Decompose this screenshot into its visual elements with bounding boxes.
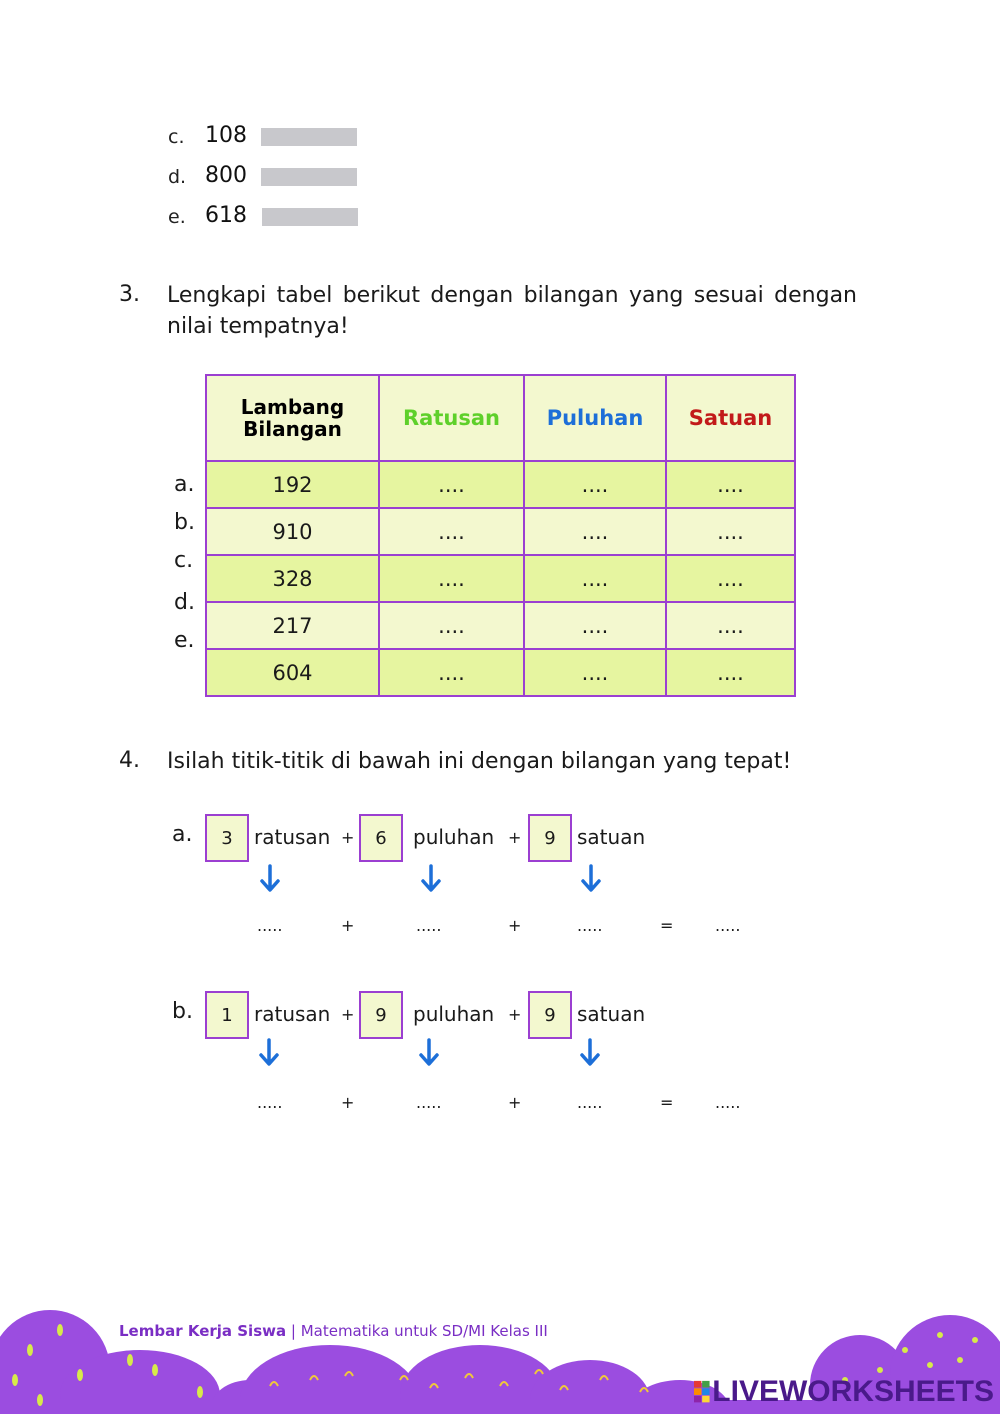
cell-satuan-input[interactable]: .... [666,555,795,602]
q3-number: 3. [119,282,140,307]
footer-title: Lembar Kerja Siswa [119,1322,287,1340]
table-header-row [206,375,795,461]
q4b-plus-4: + [508,1093,522,1112]
q4a-letter: a. [172,822,193,847]
liveworksheets-mark-icon [694,1377,710,1407]
q4b-letter: b. [172,999,193,1024]
q4a-puluhan-word: puluhan [413,825,495,849]
cell-ratusan-input[interactable]: .... [379,555,524,602]
q2-item-d-answer-field[interactable] [261,168,357,186]
q2-item-c-letter: c. [168,126,185,148]
down-arrow-icon [258,1038,280,1068]
cell-puluhan-input[interactable]: .... [524,602,666,649]
cell-satuan-input[interactable]: .... [666,649,795,696]
footer-caption [119,1322,548,1340]
q4b-plus-3: + [341,1093,355,1112]
q2-item-c-answer-field[interactable] [261,128,357,146]
q4b-blank-2[interactable]: ..... [416,1093,442,1112]
cell-satuan-input[interactable]: .... [666,461,795,508]
q2-item-d-letter: d. [168,166,187,188]
cell-puluhan-input[interactable]: .... [524,508,666,555]
q4a-result-blank[interactable]: ..... [715,916,741,935]
header-ratusan: Ratusan [379,375,524,461]
row-letter-a: a. [174,472,195,497]
row-letter-c: c. [174,548,194,573]
row-letter-d: d. [174,590,195,615]
cell-puluhan-input[interactable]: .... [524,555,666,602]
down-arrow-icon [579,1038,601,1068]
cell-satuan-input[interactable]: .... [666,508,795,555]
header-lambang-bilangan: Lambang Bilangan [206,375,379,461]
q2-item-e-answer-field[interactable] [262,208,358,226]
q4b-puluhan-box: 9 [359,991,403,1039]
footer-separator: | [286,1322,301,1340]
place-value-table [205,374,796,697]
cell-puluhan-input[interactable]: .... [524,649,666,696]
cell-satuan-input[interactable]: .... [666,602,795,649]
liveworksheets-logo[interactable] [694,1374,994,1410]
cell-puluhan-input[interactable]: .... [524,461,666,508]
down-arrow-icon [580,864,602,894]
q4b-ratusan-box: 1 [205,991,249,1039]
cell-value: 192 [206,461,379,508]
q4a-blank-3[interactable]: ..... [577,916,603,935]
q4a-puluhan-box: 6 [359,814,403,862]
q4a-blank-2[interactable]: ..... [416,916,442,935]
down-arrow-icon [259,864,281,894]
q4-number: 4. [119,748,140,773]
down-arrow-icon [418,1038,440,1068]
cell-value: 328 [206,555,379,602]
q4-text: Isilah titik-titik di bawah ini dengan bilangan yang tepat! [167,749,792,774]
cell-value: 604 [206,649,379,696]
cell-ratusan-input[interactable]: .... [379,649,524,696]
down-arrow-icon [420,864,442,894]
table-row [206,508,795,555]
table-row [206,602,795,649]
q4a-satuan-box: 9 [528,814,572,862]
q4a-ratusan-word: ratusan [254,825,331,849]
q4a-plus-2: + [508,828,522,847]
q2-item-e-number: 618 [205,203,247,228]
cell-ratusan-input[interactable]: .... [379,602,524,649]
cell-value: 910 [206,508,379,555]
table-row [206,555,795,602]
q4a-ratusan-box: 3 [205,814,249,862]
q2-item-c-number: 108 [205,123,247,148]
q4b-satuan-box: 9 [528,991,572,1039]
q4a-blank-1[interactable]: ..... [257,916,283,935]
q3-text: Lengkapi tabel berikut dengan bilangan yang sesuai dengan nilai tempatnya! [167,283,857,339]
liveworksheets-brand-text: LIVEWORKSHEETS [712,1375,994,1408]
q4a-plus-3: + [341,916,355,935]
cell-ratusan-input[interactable]: .... [379,461,524,508]
cell-ratusan-input[interactable]: .... [379,508,524,555]
q2-item-e-letter: e. [168,206,186,228]
q4a-satuan-word: satuan [577,825,646,849]
footer-subtitle: Matematika untuk SD/MI Kelas III [300,1322,548,1340]
cell-value: 217 [206,602,379,649]
q4b-equals: = [660,1093,674,1112]
q4b-puluhan-word: puluhan [413,1002,495,1026]
q4b-ratusan-word: ratusan [254,1002,331,1026]
q4b-blank-1[interactable]: ..... [257,1093,283,1112]
q2-item-d-number: 800 [205,163,247,188]
q4b-blank-3[interactable]: ..... [577,1093,603,1112]
q4b-satuan-word: satuan [577,1002,646,1026]
header-puluhan: Puluhan [524,375,666,461]
q4a-plus-1: + [341,828,355,847]
q4a-plus-4: + [508,916,522,935]
header-satuan: Satuan [666,375,795,461]
row-letter-e: e. [174,628,195,653]
table-row [206,649,795,696]
q4b-plus-1: + [341,1005,355,1024]
q4b-plus-2: + [508,1005,522,1024]
row-letter-b: b. [174,510,195,535]
q4a-equals: = [660,916,674,935]
table-row [206,461,795,508]
q4b-result-blank[interactable]: ..... [715,1093,741,1112]
